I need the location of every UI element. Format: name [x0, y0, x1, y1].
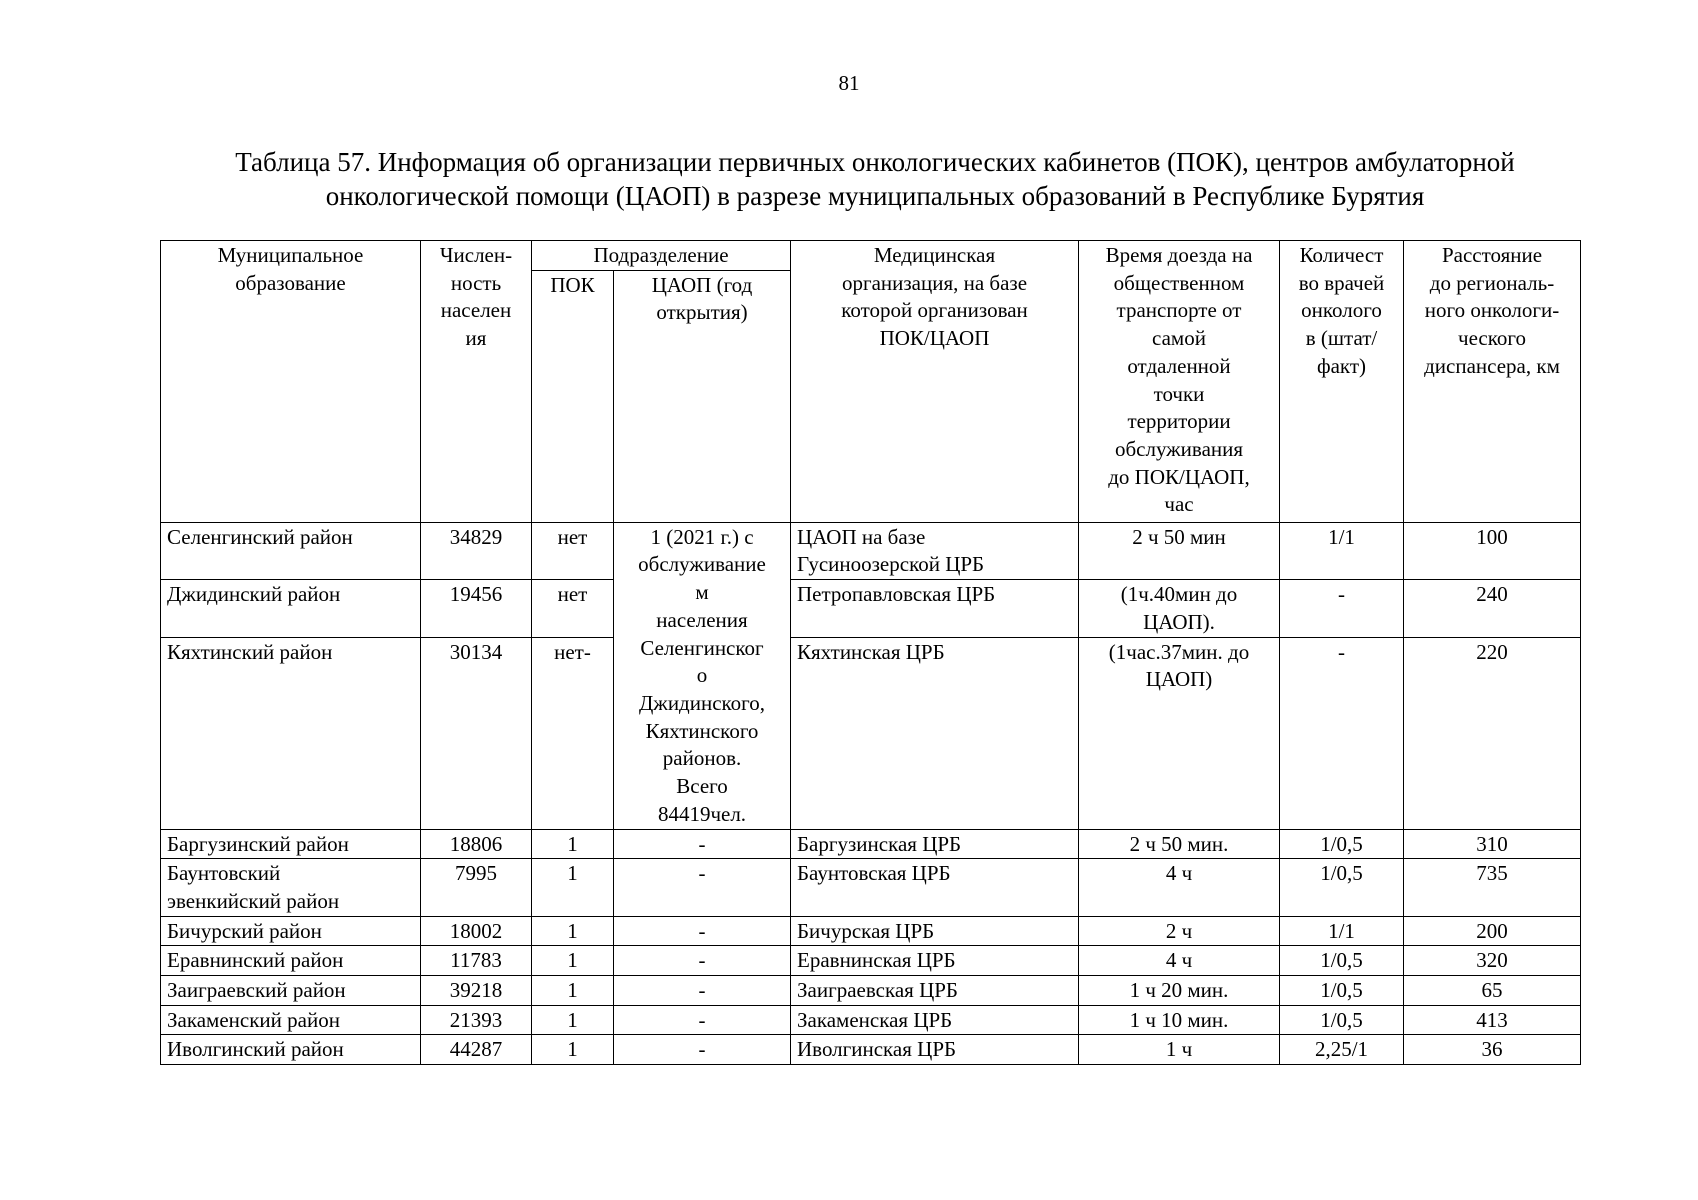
table-caption [150, 145, 1600, 213]
cell-travel-time: 1 ч [1079, 1035, 1280, 1065]
header-municipality: Муниципальное образование [161, 241, 421, 523]
header-division: Подразделение [532, 241, 791, 271]
header-pok: ПОК [532, 270, 614, 522]
cell-organization: Еравнинская ЦРБ [791, 946, 1079, 976]
cell-municipality: Селенгинский район [161, 522, 421, 579]
cell-travel-time: 2 ч [1079, 916, 1280, 946]
cell-travel-time: 4 ч [1079, 946, 1280, 976]
table-row [161, 829, 1581, 859]
cell-municipality: Баргузинский район [161, 829, 421, 859]
cell-pok: нет- [532, 637, 614, 829]
cell-distance: 735 [1404, 859, 1581, 916]
cell-travel-time: 2 ч 50 мин. [1079, 829, 1280, 859]
cell-tsaop: - [614, 976, 791, 1006]
cell-doctors: - [1280, 637, 1404, 829]
oncology-table [160, 240, 1581, 1065]
cell-municipality: Заиграевский район [161, 976, 421, 1006]
cell-distance: 200 [1404, 916, 1581, 946]
cell-tsaop: - [614, 1035, 791, 1065]
cell-distance: 220 [1404, 637, 1581, 829]
cell-travel-time: 2 ч 50 мин [1079, 522, 1280, 579]
cell-population: 39218 [421, 976, 532, 1006]
caption-line-2: онкологической помощи (ЦАОП) в разрезе муниципальных образований в Республике Бурятия [325, 181, 1425, 211]
cell-organization: ЦАОП на базе Гусиноозерской ЦРБ [791, 522, 1079, 579]
cell-population: 44287 [421, 1035, 532, 1065]
cell-pok: 1 [532, 1005, 614, 1035]
table-row [161, 1005, 1581, 1035]
cell-municipality: Баунтовский эвенкийский район [161, 859, 421, 916]
cell-organization: Иволгинская ЦРБ [791, 1035, 1079, 1065]
cell-distance: 310 [1404, 829, 1581, 859]
cell-tsaop-shared: 1 (2021 г.) с обслуживание м населения Селенгинског о Джидинского, Кяхтинского районов. Всего 84419чел. [614, 522, 791, 829]
cell-doctors: - [1280, 580, 1404, 637]
header-organization: Медицинская организация, на базе которой организован ПОК/ЦАОП [791, 241, 1079, 523]
table-row [161, 859, 1581, 916]
cell-organization: Баунтовская ЦРБ [791, 859, 1079, 916]
cell-tsaop: - [614, 916, 791, 946]
cell-pok: 1 [532, 829, 614, 859]
table-row [161, 916, 1581, 946]
cell-tsaop: - [614, 946, 791, 976]
header-doctors: Количест во врачей онколого в (штат/ факт) [1280, 241, 1404, 523]
cell-organization: Баргузинская ЦРБ [791, 829, 1079, 859]
header-travel-time: Время доезда на общественном транспорте от самой отдаленной точки территории обслуживания до ПОК/ЦАОП, час [1079, 241, 1280, 523]
cell-distance: 65 [1404, 976, 1581, 1006]
cell-doctors: 1/0,5 [1280, 829, 1404, 859]
cell-municipality: Бичурский район [161, 916, 421, 946]
caption-line-1: Таблица 57. Информация об организации первичных онкологических кабинетов (ПОК), центров амбулаторной [235, 147, 1515, 177]
cell-pok: нет [532, 580, 614, 637]
cell-population: 30134 [421, 637, 532, 829]
cell-doctors: 1/0,5 [1280, 859, 1404, 916]
table-row [161, 637, 1581, 829]
cell-pok: 1 [532, 916, 614, 946]
header-row-1 [161, 241, 1581, 271]
cell-organization: Бичурская ЦРБ [791, 916, 1079, 946]
cell-pok: 1 [532, 946, 614, 976]
cell-pok: 1 [532, 1035, 614, 1065]
cell-travel-time: (1час.37мин. до ЦАОП) [1079, 637, 1280, 829]
cell-distance: 36 [1404, 1035, 1581, 1065]
page-number: 81 [838, 71, 860, 95]
cell-organization: Закаменская ЦРБ [791, 1005, 1079, 1035]
cell-distance: 240 [1404, 580, 1581, 637]
cell-municipality: Кяхтинский район [161, 637, 421, 829]
header-tsaop: ЦАОП (год открытия) [614, 270, 791, 522]
cell-organization: Петропавловская ЦРБ [791, 580, 1079, 637]
cell-population: 19456 [421, 580, 532, 637]
table-row [161, 522, 1581, 579]
cell-doctors: 1/0,5 [1280, 976, 1404, 1006]
cell-population: 18806 [421, 829, 532, 859]
cell-tsaop: - [614, 1005, 791, 1035]
cell-distance: 413 [1404, 1005, 1581, 1035]
cell-pok: 1 [532, 859, 614, 916]
cell-municipality: Джидинский район [161, 580, 421, 637]
header-distance: Расстояние до региональ- ного онкологи- ческого диспансера, км [1404, 241, 1581, 523]
cell-population: 34829 [421, 522, 532, 579]
table-row [161, 976, 1581, 1006]
table-row [161, 946, 1581, 976]
cell-doctors: 2,25/1 [1280, 1035, 1404, 1065]
cell-population: 18002 [421, 916, 532, 946]
cell-organization: Заиграевская ЦРБ [791, 976, 1079, 1006]
cell-population: 21393 [421, 1005, 532, 1035]
cell-doctors: 1/0,5 [1280, 1005, 1404, 1035]
cell-organization: Кяхтинская ЦРБ [791, 637, 1079, 829]
cell-tsaop: - [614, 859, 791, 916]
cell-municipality: Еравнинский район [161, 946, 421, 976]
cell-municipality: Иволгинский район [161, 1035, 421, 1065]
cell-municipality: Закаменский район [161, 1005, 421, 1035]
cell-population: 7995 [421, 859, 532, 916]
header-population: Числен- ность населен ия [421, 241, 532, 523]
cell-travel-time: (1ч.40мин до ЦАОП). [1079, 580, 1280, 637]
table-row [161, 580, 1581, 637]
cell-distance: 320 [1404, 946, 1581, 976]
table-row [161, 1035, 1581, 1065]
cell-tsaop: - [614, 829, 791, 859]
cell-travel-time: 1 ч 20 мин. [1079, 976, 1280, 1006]
cell-doctors: 1/1 [1280, 916, 1404, 946]
cell-doctors: 1/1 [1280, 522, 1404, 579]
cell-travel-time: 1 ч 10 мин. [1079, 1005, 1280, 1035]
cell-distance: 100 [1404, 522, 1581, 579]
cell-doctors: 1/0,5 [1280, 946, 1404, 976]
cell-population: 11783 [421, 946, 532, 976]
cell-travel-time: 4 ч [1079, 859, 1280, 916]
cell-pok: нет [532, 522, 614, 579]
cell-pok: 1 [532, 976, 614, 1006]
